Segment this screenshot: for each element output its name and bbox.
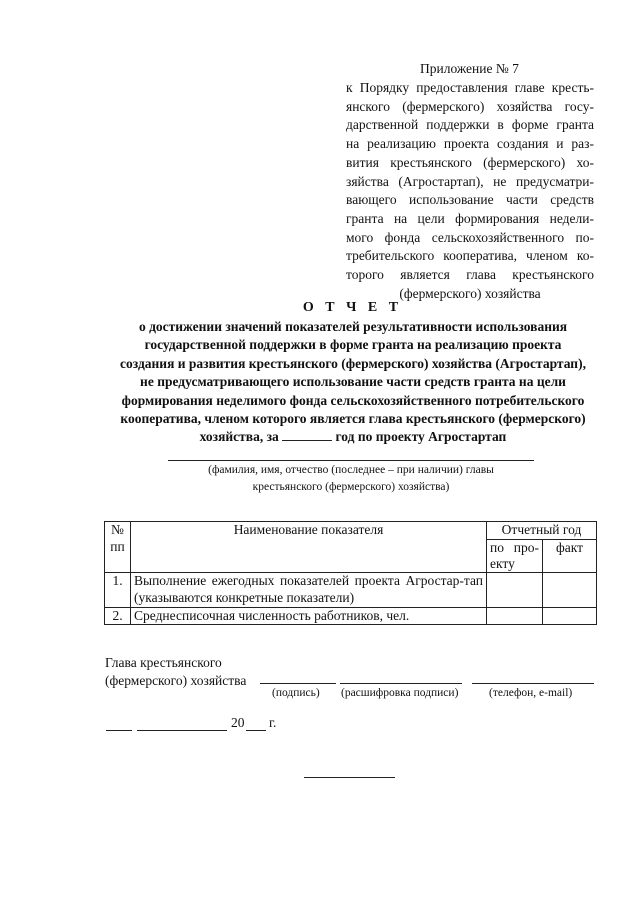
head-of-farm-label (105, 654, 246, 689)
appendix-line: гранта на цели формирования недели- (346, 210, 594, 226)
row-fact-cell[interactable] (543, 607, 597, 625)
signature-line[interactable] (260, 683, 336, 684)
row-plan-cell[interactable] (487, 607, 543, 625)
head-label-line1: Глава крестьянского (105, 655, 222, 670)
date-year-prefix: 20 (231, 715, 245, 730)
report-title: О Т Ч Е Т (302, 300, 403, 315)
subtitle-line: не предусматривающего использование части средств гранта на цели (140, 374, 566, 390)
row-number: 2. (105, 607, 131, 625)
row-fact-cell[interactable] (543, 573, 597, 608)
header-plan: по про-екту (487, 539, 543, 572)
farmer-name-line[interactable] (168, 460, 534, 461)
signature-caption: (подпись) (272, 687, 320, 699)
subtitle-prefix: хозяйства, за (199, 429, 279, 445)
appendix-line: дарственной поддержки в форме гранта (346, 117, 594, 133)
subtitle-line: кооператива, членом которого является глава крестьянского (фермерского) (120, 411, 586, 427)
subtitle-line: создания и развития крестьянского (фермерского) хозяйства (Агростартап), (120, 355, 586, 371)
row-indicator-name: Выполнение ежегодных показателей проекта Агростар-тап (указываются конкретные показатели) (131, 573, 487, 608)
caption-line: крестьянского (фермерского) хозяйства) (252, 480, 450, 493)
header-reporting-year: Отчетный год (487, 522, 597, 540)
header-fact: факт (543, 539, 597, 572)
row-plan-cell[interactable] (487, 573, 543, 608)
appendix-line: зяйства (Агростартап), не предусматри- (346, 173, 594, 189)
header-number-line2: пп (110, 538, 125, 554)
appendix-title: Приложение № 7 (420, 61, 519, 76)
subtitle-line: о достижении значений показателей результативности использования (138, 319, 568, 334)
head-label-line2: (фермерского) хозяйства (105, 672, 247, 688)
date-day-line[interactable] (106, 730, 132, 731)
appendix-line: вающего использование части средств (346, 192, 594, 208)
subtitle-suffix: год по проекту Агростартап (335, 429, 507, 445)
contacts-line[interactable] (472, 683, 594, 684)
subtitle-last-line (90, 428, 616, 446)
header-number-line1: № (111, 522, 124, 537)
date-month-line[interactable] (137, 730, 227, 731)
table-row (105, 573, 597, 608)
appendix-text (346, 79, 594, 303)
appendix-line: вития крестьянского (фермерского) хо- (346, 154, 594, 170)
farmer-name-caption (165, 462, 537, 495)
contacts-caption: (телефон, e-mail) (489, 687, 573, 699)
header-indicator-name: Наименование показателя (131, 522, 487, 573)
appendix-line: мого фонда сельскохозяйственного по- (346, 229, 594, 245)
date-year-line[interactable] (246, 730, 266, 731)
table-row (105, 607, 597, 625)
appendix-line: на реализацию проекта создания и раз- (346, 136, 594, 152)
appendix-line: торого является глава крестьянского (346, 267, 594, 283)
appendix-line: требительского кооператива, членом ко- (346, 248, 594, 264)
appendix-line: к Порядку предоставления главе кресть- (346, 80, 594, 95)
header-number (105, 522, 131, 573)
report-year-blank[interactable] (282, 428, 332, 441)
signature-decoding-caption: (расшифровка подписи) (341, 687, 459, 699)
row-indicator-name: Среднесписочная численность работников, чел. (131, 607, 487, 625)
subtitle-line: формирования неделимого фонда сельскохозяйственного потребительского (121, 392, 585, 408)
caption-line: (фамилия, имя, отчество (последнее – при наличии) главы (208, 464, 494, 476)
row-number: 1. (105, 573, 131, 608)
report-subtitle (90, 318, 616, 447)
indicator-table (104, 521, 597, 625)
footer-separator (304, 777, 395, 778)
appendix-line: янского (фермерского) хозяйства госу- (346, 98, 594, 114)
appendix-line: (фермерского) хозяйства (399, 285, 541, 301)
date-suffix: г. (269, 715, 277, 730)
signature-decoding-line[interactable] (340, 683, 462, 684)
subtitle-line: государственной поддержки в форме гранта на реализацию проекта (144, 337, 562, 353)
table-header-row (105, 522, 597, 540)
